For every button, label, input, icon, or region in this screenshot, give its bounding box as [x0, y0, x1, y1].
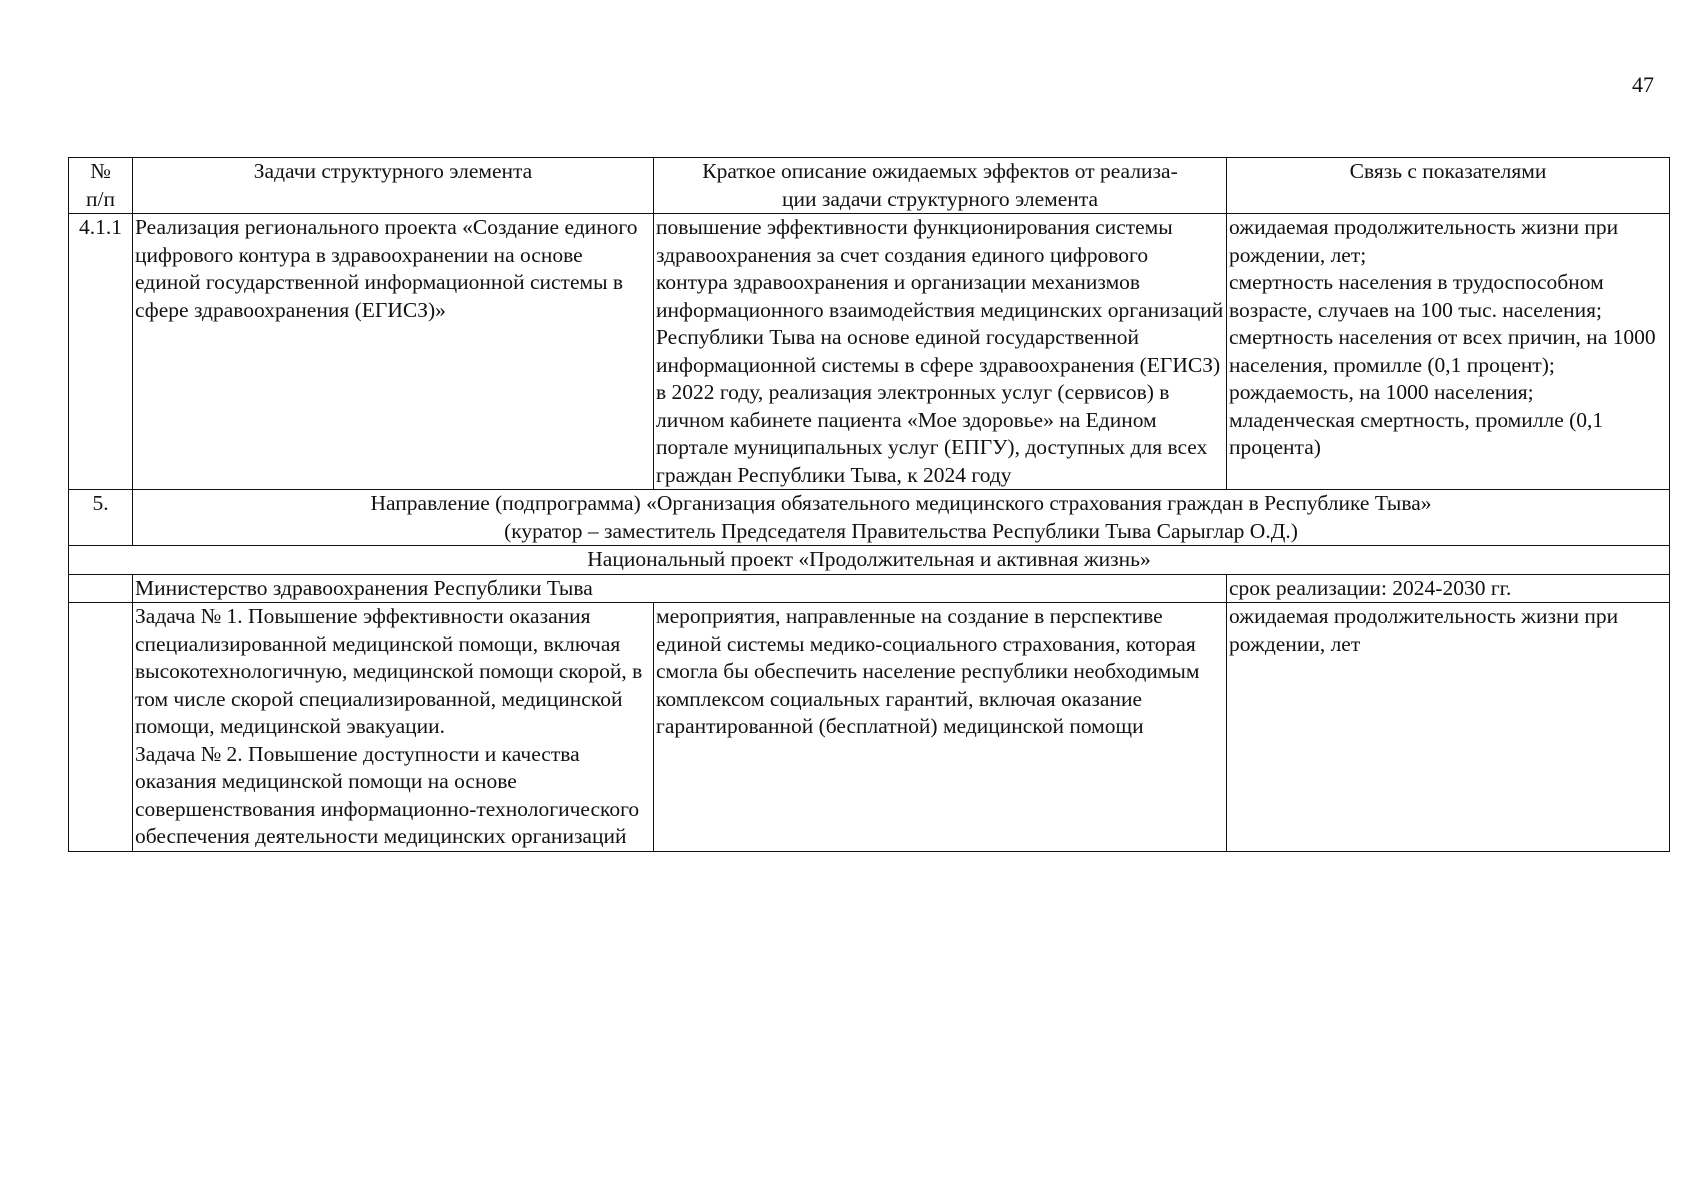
national-project-row	[69, 546, 1670, 575]
indicators-cell: ожидаемая продолжительность жизни при рождении, лет	[1227, 603, 1670, 852]
empty-cell	[69, 574, 133, 603]
ministry-name: Министерство здравоохранения Республики Тыва	[133, 574, 1227, 603]
row-number: 5.	[69, 490, 133, 546]
direction-title: Направление (подпрограмма) «Организация обязательного медицинского страхования граждан в Республике Тыва»	[370, 491, 1432, 515]
structural-elements-table	[68, 157, 1670, 852]
header-effects: Краткое описание ожидаемых эффектов от реализа- ции задачи структурного элемента	[654, 158, 1227, 214]
national-project-title: Национальный проект «Продолжительная и активная жизнь»	[69, 546, 1670, 575]
empty-cell	[69, 603, 133, 852]
ministry-row	[69, 574, 1670, 603]
page-number: 47	[1632, 72, 1654, 97]
direction-curator: (куратор – заместитель Председателя Правительства Республики Тыва Сарыглар О.Д.)	[504, 518, 1298, 543]
effect-cell: мероприятия, направленные на создание в перспективе единой системы медико-социального страхования, которая смогла бы обеспечить население республики необходимым комплексом социальных гарантий, включая оказание гарантированной (бесплатной) медицинской помощи	[654, 603, 1227, 852]
header-num: № п/п	[69, 158, 133, 214]
table-row-5	[69, 490, 1670, 546]
direction-cell	[133, 490, 1670, 546]
row-number: 4.1.1	[69, 214, 133, 490]
header-indicators: Связь с показателями	[1227, 158, 1670, 214]
task-cell: Реализация регионального проекта «Создание единого цифрового контура в здравоохранении на основе единой государственной информационной системы в сфере здравоохранения (ЕГИСЗ)»	[133, 214, 654, 490]
tasks-row	[69, 603, 1670, 852]
implementation-term: срок реализации: 2024-2030 гг.	[1227, 574, 1670, 603]
table-header-row	[69, 158, 1670, 214]
task-cell: Задача № 1. Повышение эффективности оказания специализированной медицинской помощи, включая высокотехнологичную, медицинской помощи скорой, в том числе скорой специализированной, медицинской помощи, медицинской эвакуации. Задача № 2. Повышение доступности и качества оказания медицинской помощи на основе совершенствования информационно-технологического обеспечения деятельности медицинских организаций	[133, 603, 654, 852]
table-row-4-1-1	[69, 214, 1670, 490]
effect-cell: повышение эффективности функционирования системы здравоохранения за счет создания единого цифрового контура здравоохранения и организации механизмов информационного взаимодействия медицинских организаций Республики Тыва на основе единой государственной информационной системы в сфере здравоохранения (ЕГИСЗ) в 2022 году, реализация электронных услуг (сервисов) в личном кабинете пациента «Мое здоровье» на Едином портале муниципальных услуг (ЕПГУ), доступных для всех граждан Республики Тыва, к 2024 году	[654, 214, 1227, 490]
indicators-cell: ожидаемая продолжительность жизни при рождении, лет; смертность населения в трудоспособном возрасте, случаев на 100 тыс. населения; смертность населения от всех причин, на 1000 населения, промилле (0,1 процент); рождаемость, на 1000 населения; младенческая смертность, промилле (0,1 процента)	[1227, 214, 1670, 490]
header-tasks: Задачи структурного элемента	[133, 158, 654, 214]
